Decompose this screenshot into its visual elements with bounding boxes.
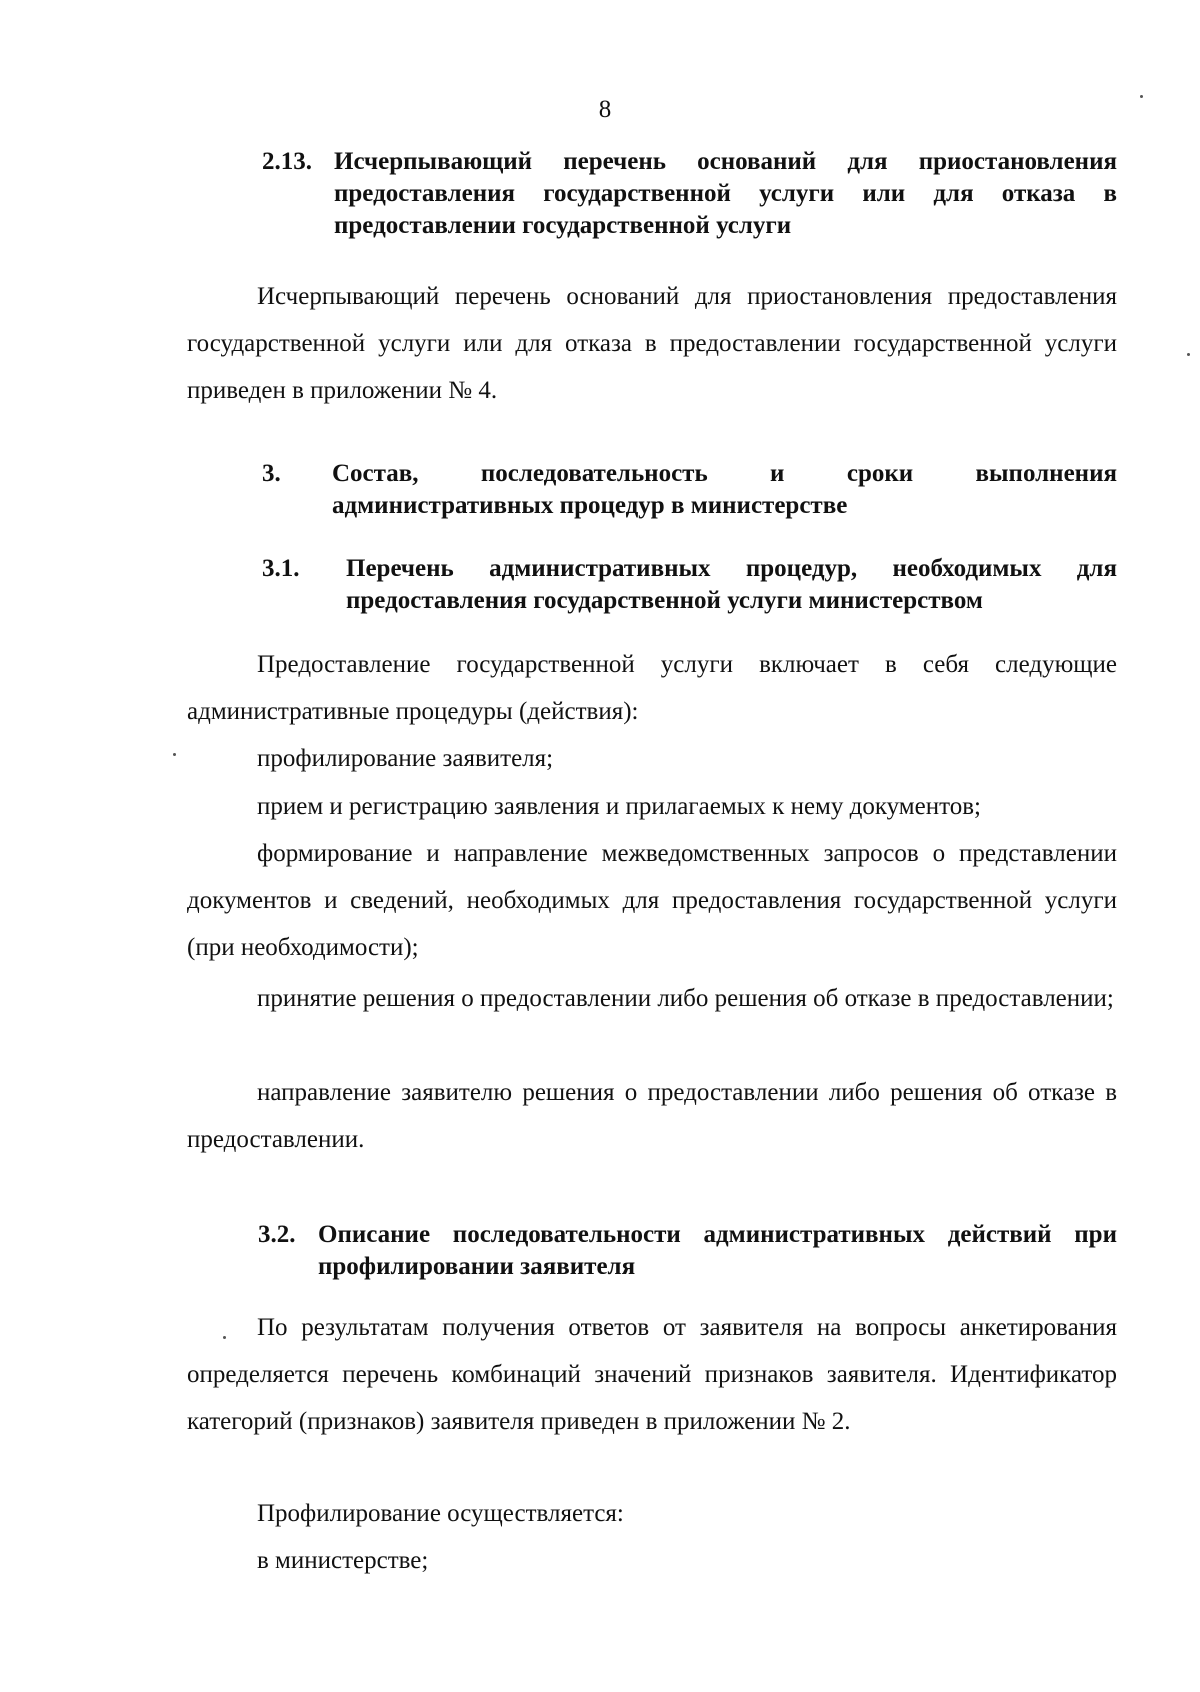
paragraph-2-13: Исчерпывающий перечень оснований для приостановления предоставления государственной услуги или для отказа в предоставлении государственной услуги приведен в приложении № 4.: [187, 283, 1117, 404]
list-item-5: направление заявителю решения о предоставлении либо решения об отказе в предоставлении.: [187, 1079, 1117, 1153]
heading-3-1: [262, 553, 1117, 623]
list-item-1: профилирование заявителя;: [257, 745, 554, 772]
scan-speck: [223, 1336, 226, 1339]
heading-3-2: [258, 1219, 1117, 1289]
paragraph-3-1-intro: Предоставление государственной услуги включает в себя следующие административные процедуры (действия):: [187, 651, 1117, 725]
scan-speck: [173, 753, 176, 756]
heading-3-1-title: Перечень административных процедур, необходимых для предоставления государственной услуги министерством: [346, 555, 1117, 614]
list-item-3: формирование и направление межведомственных запросов о представлении документов и сведений, необходимых для предоставления государственной услуги (при необходимости);: [187, 840, 1117, 961]
heading-3-1-number: 3.1.: [262, 555, 300, 582]
list-item-4: принятие решения о предоставлении либо решения об отказе в предоставлении;: [257, 985, 1114, 1012]
scan-speck: [1140, 95, 1143, 98]
paragraph-3-2: По результатам получения ответов от заявителя на вопросы анкетирования определяется перечень комбинаций значений признаков заявителя. Идентификатор категорий (признаков) заявителя приведен в приложении № 2.: [187, 1314, 1117, 1435]
heading-3: [262, 458, 1117, 528]
heading-3-number: 3.: [262, 460, 281, 487]
heading-2-13-number: 2.13.: [262, 148, 312, 175]
heading-3-2-title: Описание последовательности административных действий при профилировании заявителя: [318, 1221, 1117, 1280]
heading-3-title: Состав, последовательность и сроки выполнения административных процедур в министерстве: [332, 460, 1117, 519]
page-number: 8: [598, 96, 612, 123]
list-item-2: прием и регистрацию заявления и прилагаемых к нему документов;: [257, 793, 981, 820]
heading-2-13: [262, 146, 1117, 246]
heading-2-13-title: Исчерпывающий перечень оснований для приостановления предоставления государственной услуги или для отказа в предоставлении государственной услуги: [334, 148, 1117, 239]
paragraph-3-2-line-2: в министерстве;: [257, 1547, 429, 1574]
scan-speck: [1187, 353, 1190, 356]
paragraph-3-2-line-1: Профилирование осуществляется:: [257, 1500, 624, 1527]
heading-3-2-number: 3.2.: [258, 1221, 296, 1248]
